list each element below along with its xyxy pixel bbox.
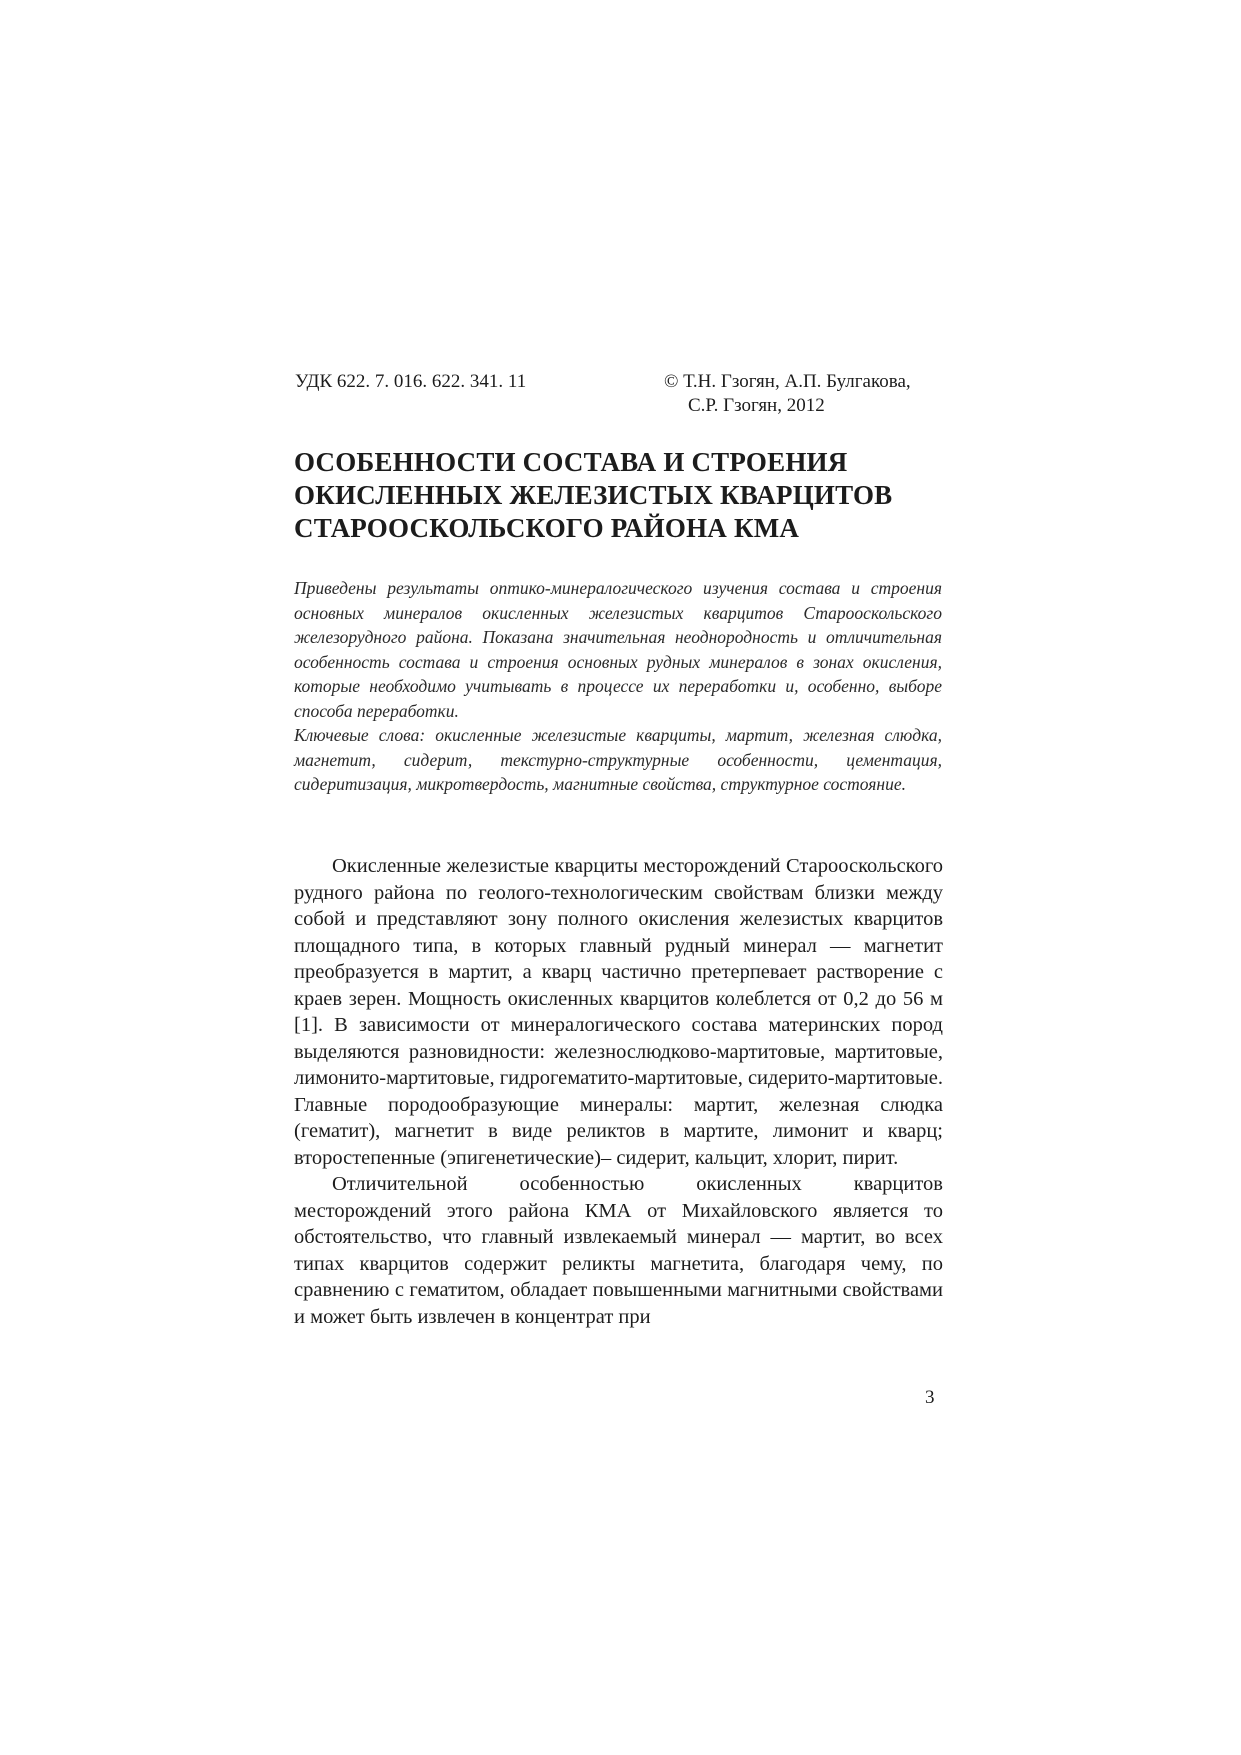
title-line-2: ОКИСЛЕННЫХ ЖЕЛЕЗИСТЫХ КВАРЦИТОВ bbox=[294, 480, 893, 510]
udk-code: УДК 622. 7. 016. 622. 341. 11 bbox=[295, 371, 527, 392]
title-line-3: СТАРООСКОЛЬСКОГО РАЙОНА КМА bbox=[294, 513, 800, 543]
abstract-text: Приведены результаты оптико-минералогического изучения состава и строения основных минералов окисленных железистых кварцитов Старооскольского железорудного района. Показана значительная неоднородность и отличительная особенность состава и строения основных рудных минералов в зонах окисления, которые необходимо учитывать в процессе их переработки и, особенно, выборе способа переработки. bbox=[294, 578, 942, 721]
article-title bbox=[294, 446, 954, 545]
copyright-authors-line1: © Т.Н. Гзогян, А.П. Булгакова, bbox=[664, 371, 911, 392]
body-paragraph-1: Окисленные железистые кварциты месторождений Старооскольского рудного района по геолого-технологическим свойствам близки между собой и представляют зону полного окисления железистых кварцитов площадного типа, в которых главный рудный минерал — магнетит преобразуется в мартит, а кварц частично претерпевает растворение с краев зерен. Мощность окисленных кварцитов колеблется от 0,2 до 56 м [1]. В зависимости от минералогического состава материнских пород выделяются разновидности: железнослюдково-мартитовые, мартитовые, лимонито-мартитовые, гидрогематито-мартитовые, сидерито-мартитовые. Главные породообразующие минералы: мартит, железная слюдка (гематит), магнетит в виде реликтов в мартите, лимонит и кварц; второстепенные (эпигенетические)– сидерит, кальцит, хлорит, пирит. bbox=[294, 855, 943, 1169]
copyright-authors-line2: С.Р. Гзогян, 2012 bbox=[688, 395, 825, 416]
body-text bbox=[294, 853, 943, 1330]
page-number: 3 bbox=[925, 1387, 935, 1408]
body-paragraph-2: Отличительной особенностью окисленных кварцитов месторождений этого района КМА от Михайловского является то обстоятельство, что главный извлекаемый минерал — мартит, во всех типах кварцитов содержит реликты магнетита, благодаря чему, по сравнению с гематитом, обладает повышенными магнитными свойствами и может быть извлечен в концентрат при bbox=[294, 1173, 943, 1328]
title-line-1: ОСОБЕННОСТИ СОСТАВА И СТРОЕНИЯ bbox=[294, 447, 848, 477]
keywords: Ключевые слова: окисленные железистые кварциты, мартит, железная слюдка, магнетит, сидерит, текстурно-структурные особенности, цементация, сидеритизация, микротвердость, магнитные свойства, структурное состояние. bbox=[294, 725, 942, 794]
abstract bbox=[294, 576, 942, 797]
copyright-notice bbox=[664, 370, 942, 418]
